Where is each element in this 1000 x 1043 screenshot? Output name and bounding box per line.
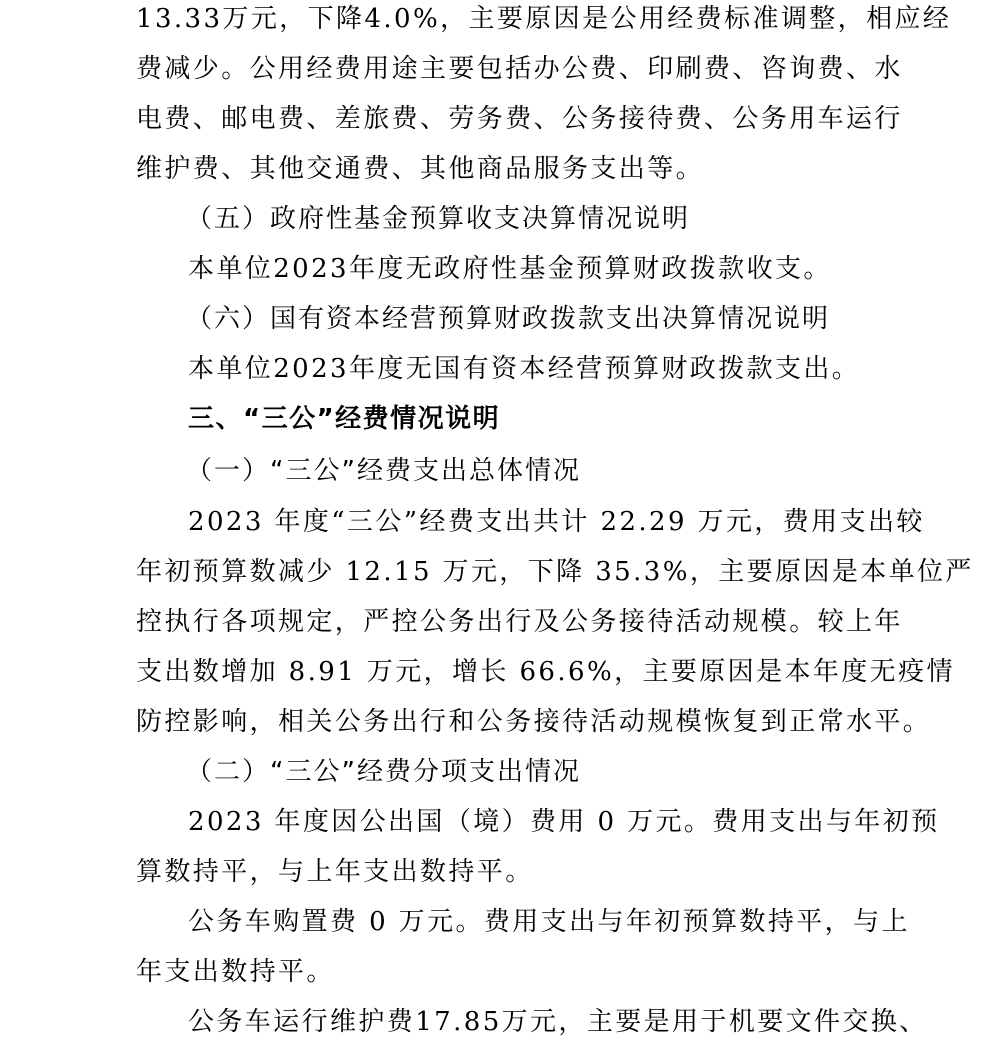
paragraph-line: 13.33万元，下降4.0%，主要原因是公用经费标准调整，相应经 [136, 4, 952, 34]
paragraph-line: 2023 年度“三公”经费支出共计 22.29 万元，费用支出较 [188, 507, 925, 537]
paragraph-line: 2023 年度因公出国（境）费用 0 万元。费用支出与年初预 [188, 807, 940, 837]
paragraph-line: 本单位2023年度无国有资本经营预算财政拨款支出。 [188, 354, 861, 384]
section-heading: （二）“三公”经费分项支出情况 [186, 757, 581, 787]
paragraph-line: 公务车购置费 0 万元。费用支出与年初预算数持平，与上 [188, 907, 910, 937]
chapter-heading: 三、“三公”经费情况说明 [188, 404, 501, 434]
paragraph-line: 电费、邮电费、差旅费、劳务费、公务接待费、公务用车运行 [136, 104, 903, 134]
paragraph-line: 维护费、其他交通费、其他商品服务支出等。 [136, 154, 705, 184]
paragraph-line: 年支出数持平。 [136, 957, 335, 987]
section-heading: （一）“三公”经费支出总体情况 [186, 456, 581, 486]
paragraph-line: 费减少。公用经费用途主要包括办公费、印刷费、咨询费、水 [136, 54, 903, 84]
paragraph-line: 防控影响，相关公务出行和公务接待活动规模恢复到正常水平。 [136, 707, 932, 737]
paragraph-line: 支出数增加 8.91 万元，增长 66.6%，主要原因是本年度无疫情 [136, 657, 955, 687]
paragraph-line: 控执行各项规定，严控公务出行及公务接待活动规模。较上年 [136, 607, 903, 637]
paragraph-line: 本单位2023年度无政府性基金预算财政拨款收支。 [188, 254, 832, 284]
paragraph-line: 公务车运行维护费17.85万元，主要是用于机要文件交换、 [188, 1007, 928, 1037]
section-heading: （五）政府性基金预算收支决算情况说明 [186, 204, 691, 234]
section-heading: （六）国有资本经营预算财政拨款支出决算情况说明 [186, 304, 831, 334]
paragraph-line: 年初预算数减少 12.15 万元，下降 35.3%，主要原因是本单位严 [136, 557, 974, 587]
paragraph-line: 算数持平，与上年支出数持平。 [136, 857, 534, 887]
